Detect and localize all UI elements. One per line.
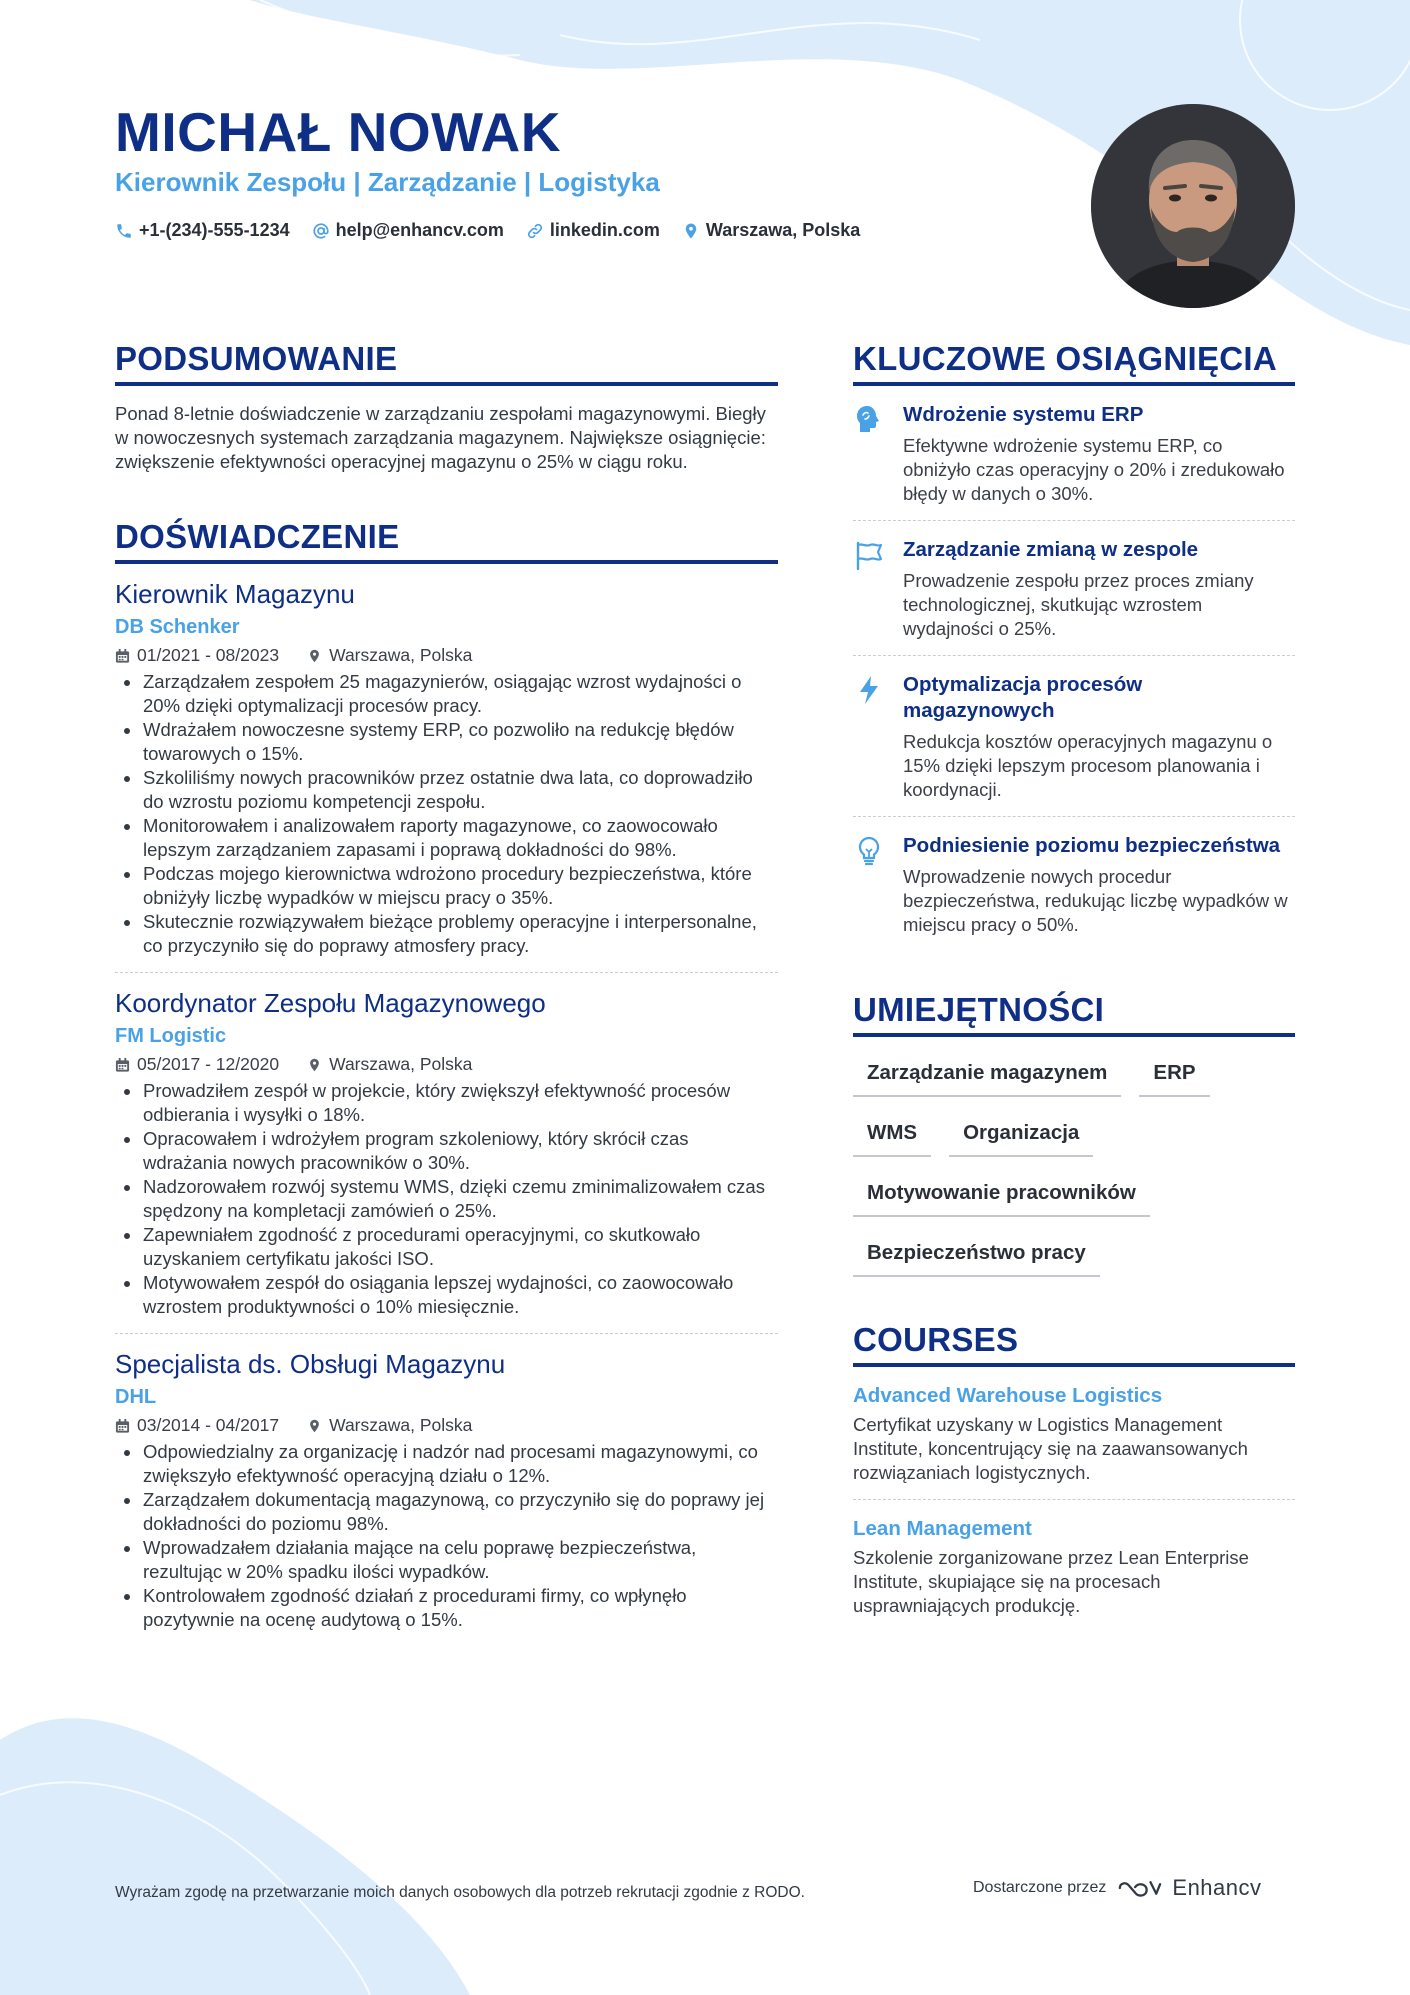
achievement-item — [853, 656, 1295, 817]
contact-location-text: Warszawa, Polska — [705, 220, 861, 240]
calendar-icon — [115, 1057, 130, 1073]
contact-location — [682, 220, 860, 241]
contact-linkedin[interactable] — [526, 220, 660, 241]
candidate-tagline: Kierownik Zespołu | Zarządzanie | Logistyka — [115, 167, 660, 197]
job-dates: 03/2014 - 04/2017 — [137, 1415, 280, 1435]
skill-tag: ERP — [1139, 1057, 1209, 1097]
enhancv-logo-icon — [1116, 1876, 1162, 1900]
summary-section — [115, 340, 778, 474]
company-name: FM Logistic — [115, 1025, 227, 1047]
job-bullet: Kontrolowałem zgodność działań z procedurami firmy, co wpłynęło pozytywnie na ocenę audytową o 15%. — [115, 1584, 778, 1632]
skills-list — [853, 1057, 1295, 1277]
job-bullet: Zarządzałem dokumentacją magazynową, co przyczyniło się do poprawy jej dokładności do poziomu 98%. — [115, 1488, 778, 1536]
course-item — [853, 1367, 1295, 1500]
job-entry — [115, 973, 778, 1334]
achievement-title: Podniesienie poziomu bezpieczeństwa — [903, 834, 1281, 857]
job-title: Koordynator Zespołu Magazynowego — [115, 988, 546, 1018]
course-desc: Szkolenie zorganizowane przez Lean Enterprise Institute, skupiające się na procesach usprawniających produkcję. — [853, 1547, 1249, 1616]
job-bullets — [115, 1440, 778, 1632]
calendar-icon — [115, 648, 130, 664]
left-column — [115, 340, 778, 1646]
job-bullet: Motywowałem zespół do osiągania lepszej wydajności, co zaowocowało wzrostem produktywności o 10% miesięcznie. — [115, 1271, 778, 1319]
location-pin-icon — [307, 1418, 322, 1434]
lightning-icon — [853, 674, 885, 706]
summary-title: PODSUMOWANIE — [115, 340, 778, 386]
lightbulb-icon — [853, 835, 885, 867]
skills-title: UMIEJĘTNOŚCI — [853, 991, 1295, 1037]
company-name: DB Schenker — [115, 616, 240, 638]
job-bullets — [115, 1079, 778, 1319]
job-meta — [115, 1054, 778, 1075]
calendar-icon — [115, 1418, 130, 1434]
job-bullet: Monitorowałem i analizowałem raporty magazynowe, co zaowocowało lepszym zarządzaniem zapasami i poprawą dokładności do 98%. — [115, 814, 778, 862]
job-bullet: Opracowałem i wdrożyłem program szkoleniowy, który skrócił czas wdrażania nowych pracowników o 30%. — [115, 1127, 778, 1175]
contact-row — [115, 220, 860, 241]
skill-tag: WMS — [853, 1117, 931, 1157]
flag-icon — [853, 539, 885, 571]
achievement-desc: Efektywne wdrożenie systemu ERP, co obniżyło czas operacyjny o 20% i zredukowało błędy w danych o 30%. — [903, 435, 1285, 504]
course-item — [853, 1500, 1295, 1632]
skill-tag: Bezpieczeństwo pracy — [853, 1237, 1100, 1277]
achievement-title: Optymalizacja procesów magazynowych — [903, 673, 1143, 722]
job-meta — [115, 645, 778, 666]
job-bullet: Wprowadzałem działania mające na celu poprawę bezpieczeństwa, rezultując w 20% spadku ilości wypadków. — [115, 1536, 778, 1584]
at-icon — [312, 222, 330, 240]
location-pin-icon — [307, 1057, 322, 1073]
job-title: Specjalista ds. Obsługi Magazynu — [115, 1349, 506, 1379]
job-bullet: Wdrażałem nowoczesne systemy ERP, co pozwoliło na redukcję błędów towarowych o 15%. — [115, 718, 778, 766]
job-title: Kierownik Magazynu — [115, 579, 355, 609]
job-dates: 01/2021 - 08/2023 — [137, 645, 280, 665]
job-bullets — [115, 670, 778, 958]
job-meta — [115, 1415, 778, 1436]
job-dates: 05/2017 - 12/2020 — [137, 1054, 280, 1074]
candidate-name: MICHAŁ NOWAK — [115, 101, 561, 163]
job-bullet: Podczas mojego kierownictwa wdrożono procedury bezpieczeństwa, które obniżyły liczbę wypadków w miejscu pracy o 35%. — [115, 862, 778, 910]
gdpr-consent-note: Wyrażam zgodę na przetwarzanie moich danych osobowych dla potrzeb rekrutacji zgodnie z RODO. — [115, 1884, 805, 1901]
job-location: Warszawa, Polska — [329, 1054, 473, 1074]
summary-text: Ponad 8-letnie doświadczenie w zarządzaniu zespołami magazynowymi. Biegły w nowoczesnych systemach zarządzania magazynem. Największe osiągnięcie: zwiększenie efektywności operacyjnej magazynu o 25% w ciągu roku. — [115, 403, 766, 472]
contact-phone-text: +1-(234)-555-1234 — [139, 220, 290, 240]
skill-tag: Zarządzanie magazynem — [853, 1057, 1121, 1097]
job-entry — [115, 564, 778, 973]
achievement-item — [853, 386, 1295, 521]
skills-section — [853, 991, 1295, 1277]
job-bullet: Odpowiedzialny za organizację i nadzór nad procesami magazynowymi, co zwiększyło efektywność operacyjną działu o 12%. — [115, 1440, 778, 1488]
right-column — [853, 340, 1295, 1632]
achievement-title: Zarządzanie zmianą w zespole — [903, 538, 1199, 561]
location-pin-icon — [682, 222, 700, 240]
achievements-title: KLUCZOWE OSIĄGNIĘCIA — [853, 340, 1295, 386]
experience-section — [115, 518, 778, 1646]
brain-head-icon — [853, 404, 885, 436]
footer-brand[interactable] — [973, 1875, 1262, 1901]
contact-email[interactable] — [312, 220, 504, 241]
achievement-desc: Prowadzenie zespołu przez proces zmiany technologicznej, skutkując wzrostem wydajności o 25%. — [903, 570, 1254, 639]
company-name: DHL — [115, 1386, 157, 1408]
contact-email-text: help@enhancv.com — [335, 220, 504, 240]
link-icon — [526, 222, 544, 240]
profile-photo — [1091, 104, 1295, 308]
skill-tag: Motywowanie pracowników — [853, 1177, 1150, 1217]
job-bullet: Prowadziłem zespół w projekcie, który zwiększył efektywność procesów odbierania i wysyłki o 18%. — [115, 1079, 778, 1127]
job-bullet: Szkoliliśmy nowych pracowników przez ostatnie dwa lata, co doprowadziło do wzrostu poziomu kompetencji zespołu. — [115, 766, 778, 814]
job-bullet: Zarządzałem zespołem 25 magazynierów, osiągając wzrost wydajności o 20% dzięki optymalizacji procesów pracy. — [115, 670, 778, 718]
experience-title: DOŚWIADCZENIE — [115, 518, 778, 564]
phone-icon — [115, 222, 133, 240]
achievement-desc: Redukcja kosztów operacyjnych magazynu o 15% dzięki lepszym procesom planowania i koordynacji. — [903, 731, 1273, 800]
achievement-title: Wdrożenie systemu ERP — [903, 403, 1144, 426]
courses-section — [853, 1321, 1295, 1632]
achievement-item — [853, 817, 1295, 951]
job-location: Warszawa, Polska — [329, 1415, 473, 1435]
contact-phone[interactable] — [115, 220, 290, 241]
location-pin-icon — [307, 648, 322, 664]
achievement-item — [853, 521, 1295, 656]
powered-by-label: Dostarczone przez — [973, 1879, 1107, 1896]
job-bullet: Skutecznie rozwiązywałem bieżące problemy operacyjne i interpersonalne, co przyczyniło się do poprawy atmosfery pracy. — [115, 910, 778, 958]
achievement-desc: Wprowadzenie nowych procedur bezpieczeństwa, redukując liczbę wypadków w miejscu pracy o 50%. — [903, 866, 1288, 935]
job-entry — [115, 1334, 778, 1646]
job-location: Warszawa, Polska — [329, 645, 473, 665]
job-bullet: Nadzorowałem rozwój systemu WMS, dzięki czemu zminimalizowałem czas spędzony na kompletacji zamówień o 25%. — [115, 1175, 778, 1223]
course-desc: Certyfikat uzyskany w Logistics Management Institute, koncentrujący się na zaawansowanych rozwiązaniach logistycznych. — [853, 1414, 1248, 1483]
job-bullet: Zapewniałem zgodność z procedurami operacyjnymi, co skutkowało uzyskaniem certyfikatu jakości ISO. — [115, 1223, 778, 1271]
course-title: Lean Management — [853, 1517, 1032, 1540]
skill-tag: Organizacja — [949, 1117, 1093, 1157]
contact-linkedin-text: linkedin.com — [549, 220, 660, 240]
achievements-section — [853, 340, 1295, 951]
course-title: Advanced Warehouse Logistics — [853, 1384, 1163, 1407]
courses-title: COURSES — [853, 1321, 1295, 1367]
brand-name: Enhancv — [1172, 1875, 1262, 1900]
